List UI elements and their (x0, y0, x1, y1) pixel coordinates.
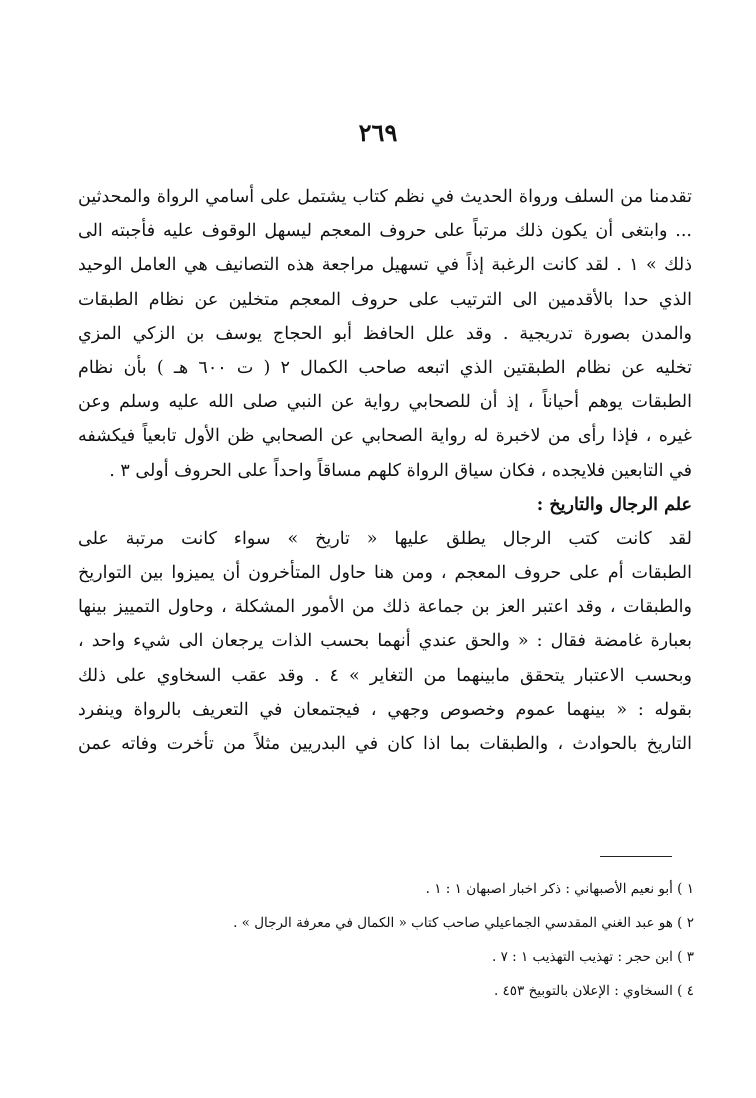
body-line: والمدن بصورة تدريجية . وقد علل الحافظ أبو الحجاج يوسف بن الزكي المزي (78, 323, 692, 344)
section-line: والطبقات ، وقد اعتبر العز بن جماعة ذلك من الأمور المشكلة ، وحاول التمييز بينها (78, 597, 692, 618)
footnote: ٢ ) هو عبد الغني المقدسي الجماعيلي صاحب كتاب « الكمال في معرفة الرجال » . (233, 915, 694, 931)
body-line: تقدمنا من السلف ورواة الحديث في نظم كتاب يشتمل على أسامي الرواة والمحدثين (78, 187, 692, 207)
section-heading: علم الرجال والتاريخ : (536, 494, 692, 515)
section-line: لقد كانت كتب الرجال يطلق عليها « تاريخ » سواء كانت مرتبة على (78, 528, 692, 549)
footnote-divider (600, 856, 672, 857)
body-line: ... وابتغى أن يكون ذلك مرتباً على حروف المعجم ليسهل الوقوف عليه فأجبته الى (78, 221, 692, 242)
section-line: وبحسب الاعتبار يتحقق مابينهما من التغاير » ٤ . وقد عقب السخاوي على ذلك (78, 665, 692, 686)
body-line: غيره ، فإذا رأى من لاخبرة له رواية الصحابي عن الصحابي ظن الأول تابعياً فيكشفه (78, 426, 692, 447)
body-line: الطبقات يوهم أحياناً ، إذ أن للصحابي رواية عن النبي صلى الله عليه وسلم وعن (78, 392, 692, 413)
body-text (78, 180, 692, 761)
body-line: تخليه عن نظام الطبقتين الذي اتبعه صاحب الكمال ٢ ( ت ٦٠٠ هـ ) بأن نظام (78, 357, 692, 378)
section-line: الطبقات أم على حروف المعجم ، ومن هنا حاول المتأخرون أن يميزوا بين التواريخ (78, 563, 692, 584)
section-line: التاريخ بالحوادث ، والطبقات بما اذا كان في البدريين مثلاً من تأخرت وفاته عمن (78, 734, 692, 754)
body-line: في التابعين فلايجده ، فكان سياق الرواة كلهم مساقاً واحداً على الحروف أولى ٣ . (109, 460, 692, 481)
footnote: ٤ ) السخاوي : الإعلان بالتوبيخ ٤٥٣ . (493, 983, 694, 999)
body-line: الذي حدا بالأقدمين الى الترتيب على حروف المعجم متخلين عن نظام الطبقات (78, 289, 692, 310)
footnotes (80, 872, 694, 1008)
footnote: ٣ ) ابن حجر : تهذيب التهذيب ١ : ٧ . (491, 949, 694, 965)
section-line: بعبارة غامضة فقال : « والحق عندي أنهما بحسب الذات يرجعان الى شيء واحد ، (78, 631, 692, 652)
body-line: ذلك » ١ . لقد كانت الرغبة إذاً في تسهيل مراجعة هذه التصانيف هي العامل الوحيد (78, 255, 692, 276)
section-line: بقوله : « بينهما عموم وخصوص وجهي ، فيجتمعان في التعريف بالرواة وينفرد (78, 699, 692, 720)
footnote: ١ ) أبو نعيم الأصبهاني : ذكر اخبار اصبهان ١ : ١ . (425, 881, 694, 897)
page-number: ٢٦٩ (358, 118, 398, 147)
